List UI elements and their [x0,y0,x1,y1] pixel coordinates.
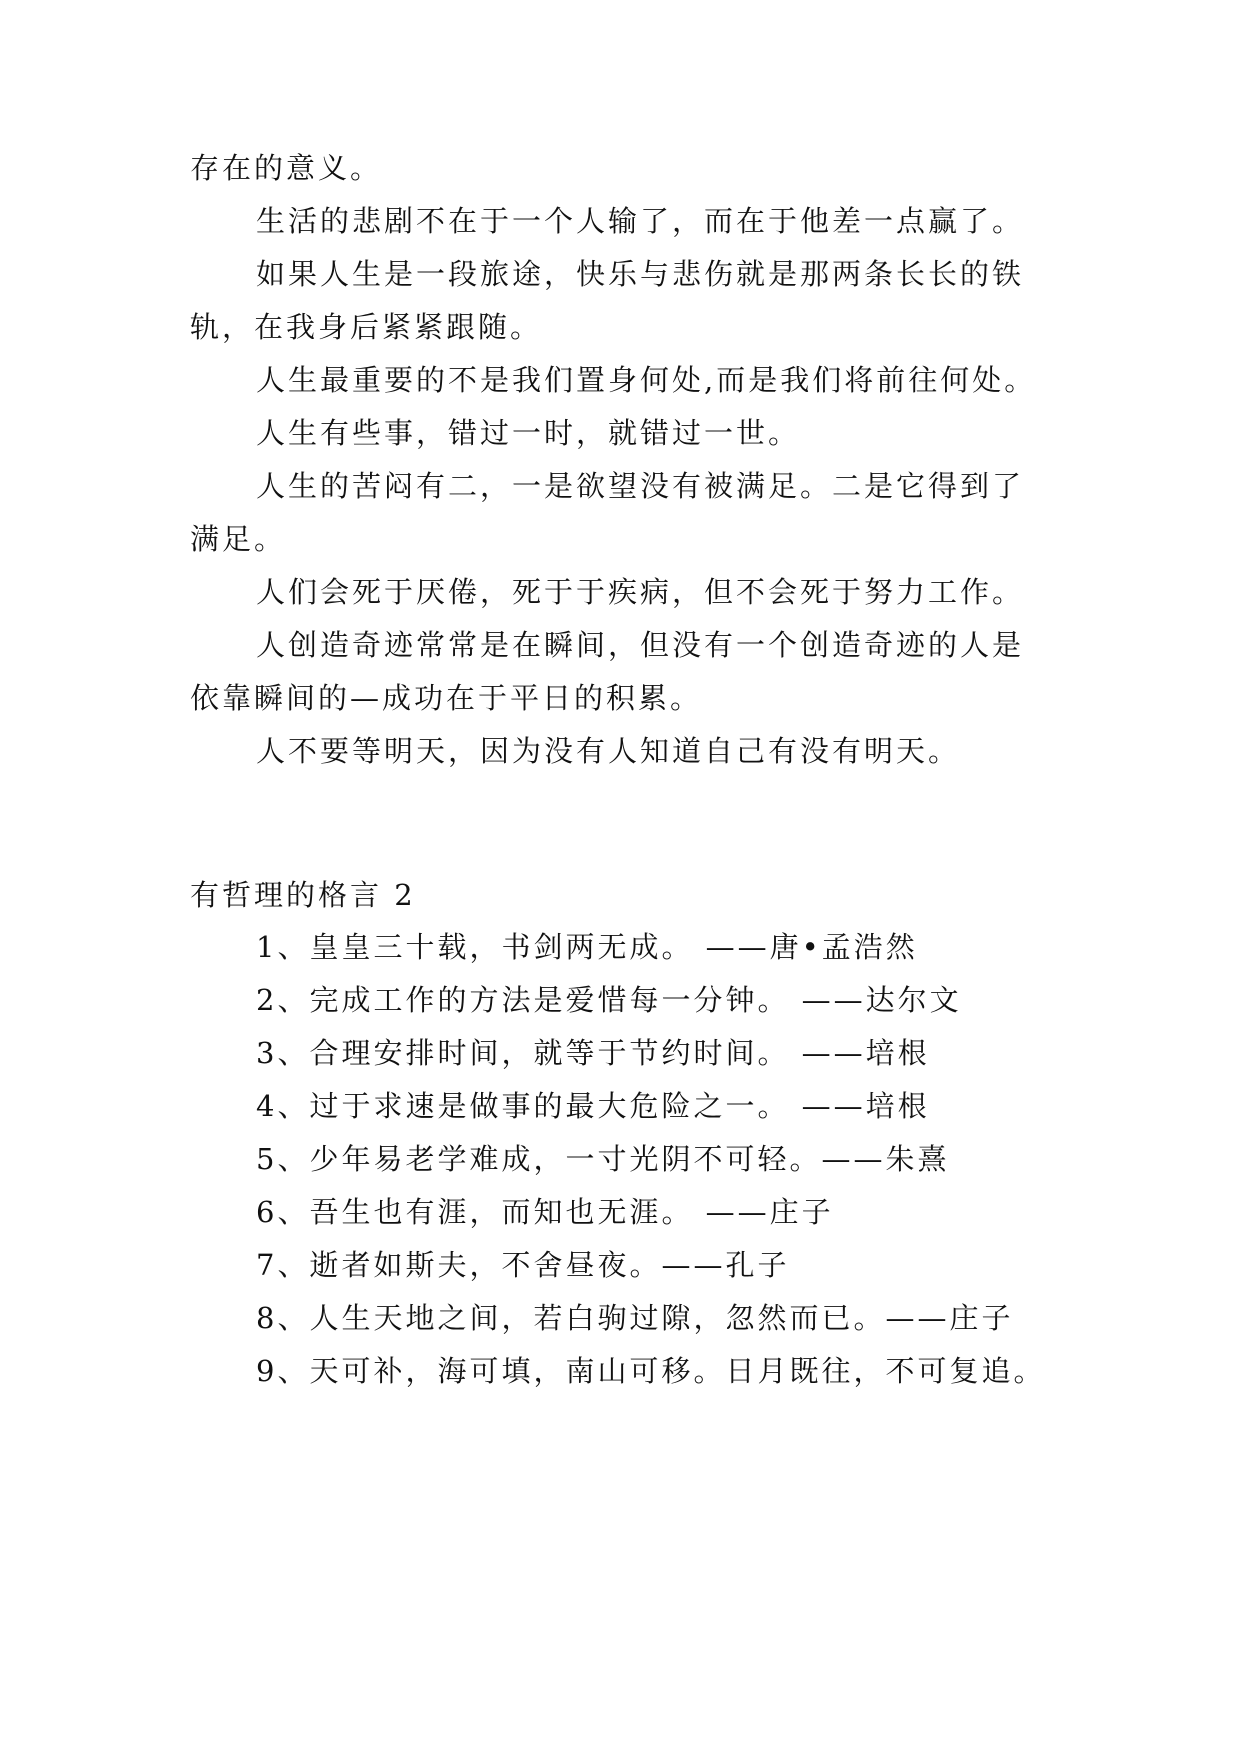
paragraph-line: 生活的悲剧不在于一个人输了，而在于他差一点赢了。 [256,204,1025,238]
quote-item: 6、吾生也有涯，而知也无涯。 ——庄子 [256,1195,834,1229]
quote-item: 1、皇皇三十载，书剑两无成。 ——唐•孟浩然 [256,930,918,964]
paragraph-line: 满足。 [190,522,287,556]
paragraph-line: 如果人生是一段旅途，快乐与悲伤就是那两条长长的铁 [256,257,1025,291]
quote-item: 7、逝者如斯夫，不舍昼夜。——孔子 [256,1248,790,1282]
paragraph-line: 轨，在我身后紧紧跟随。 [190,310,543,344]
paragraph-line: 人生的苦闷有二，一是欲望没有被满足。二是它得到了 [256,469,1025,503]
paragraph-line: 依靠瞬间的—成功在于平日的积累。 [190,681,703,715]
paragraph-line: 存在的意义。 [190,151,383,185]
quote-item: 8、人生天地之间，若白驹过隙，忽然而已。——庄子 [256,1301,1014,1335]
paragraph-line: 人不要等明天，因为没有人知道自己有没有明天。 [256,734,961,768]
paragraph-line: 人生最重要的不是我们置身何处,而是我们将前往何处。 [256,363,1037,397]
paragraph-line: 人们会死于厌倦，死于于疾病，但不会死于努力工作。 [256,575,1025,609]
quote-item: 5、少年易老学难成，一寸光阴不可轻。——朱熹 [256,1142,950,1176]
quote-item: 3、合理安排时间，就等于节约时间。 ——培根 [256,1036,930,1070]
quote-item: 2、完成工作的方法是爱惜每一分钟。 ——达尔文 [256,983,962,1017]
paragraph-line: 人创造奇迹常常是在瞬间，但没有一个创造奇迹的人是 [256,628,1025,662]
paragraph-line: 人生有些事，错过一时，就错过一世。 [256,416,801,450]
section-heading: 有哲理的格言 2 [190,878,416,912]
quote-item: 9、天可补，海可填，南山可移。日月既往，不可复追。 [256,1354,1046,1388]
quote-item: 4、过于求速是做事的最大危险之一。 ——培根 [256,1089,930,1123]
